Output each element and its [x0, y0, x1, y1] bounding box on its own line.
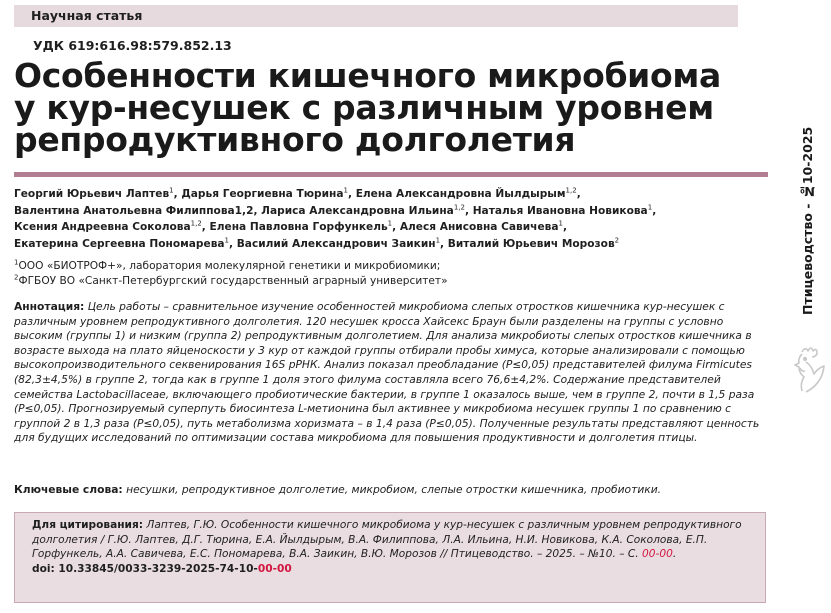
article-type-badge: Научная статья	[14, 5, 738, 27]
author-name: Елена Александровна Йылдырым	[355, 188, 566, 200]
affiliation-text: ООО «БИОТРОФ+», лаборатория молекулярной генетики и микробиомики;	[18, 260, 441, 272]
abstract-label: Аннотация:	[14, 300, 85, 313]
author-name: Валентина Анатольевна Филиппова1,2	[14, 204, 254, 217]
author-affil-ref: 1,2	[453, 202, 465, 211]
keywords	[14, 482, 764, 497]
title-divider	[14, 172, 768, 177]
authors-list	[14, 186, 759, 252]
author-separator: ,	[253, 204, 262, 217]
article-title-line: Особенности кишечного микробиома	[14, 56, 722, 95]
author-separator: ,	[229, 237, 237, 250]
author-name: Алеся Анисовна Савичева	[399, 221, 559, 233]
affiliation-text: ФГБОУ ВО «Санкт-Петербургский государственный аграрный университет»	[18, 275, 448, 287]
author-separator: ,	[562, 221, 567, 233]
citation-doi	[32, 562, 755, 577]
author-separator: ,	[392, 221, 400, 233]
author-affil-ref: 2	[614, 235, 620, 244]
author-separator: ,	[347, 188, 356, 200]
author-separator: ,	[652, 204, 657, 217]
affiliation	[14, 274, 759, 289]
author-affil-ref: 1	[224, 235, 230, 244]
article-title-line: репродуктивного долголетия	[14, 120, 576, 159]
author-affil-ref: 1,2	[190, 219, 202, 228]
article-title-line: у кур-несушек с различным уровнем	[14, 88, 714, 127]
abstract	[14, 300, 774, 446]
affiliation-ref: 2	[14, 273, 19, 282]
authors-line	[14, 219, 759, 236]
author-separator: ,	[173, 188, 182, 200]
citation-box	[14, 512, 766, 603]
affiliation	[14, 259, 759, 274]
doi-pages: 00-00	[257, 563, 292, 576]
rooster-logo-icon	[788, 342, 828, 398]
affiliation-ref: 1	[14, 258, 19, 267]
author-affil-ref: 1	[558, 219, 563, 228]
doi-prefix: doi: 10.33845/0033-3239-2025-74-10-	[32, 563, 258, 576]
journal-issue-label: Птицеводство - №10-2025	[800, 126, 815, 315]
author-affil-ref: 1,2	[565, 186, 577, 195]
author-name: Ксения Андреевна Соколова	[14, 221, 191, 233]
author-separator: ,	[464, 204, 473, 217]
authors-line	[14, 203, 759, 220]
citation-pages: 00-00	[642, 548, 673, 561]
citation-label: Для цитирования:	[32, 519, 144, 531]
author-affil-ref: 1	[387, 219, 393, 228]
citation-text: Лаптев, Г.Ю. Особенности кишечного микробиома у кур-несушек с различным уровнем репродуктивного долголетия / Г.Ю. Лаптев, Д.Г. Тюрина, Е.А. Йылдырым, В.А. Филиппова, Л.А. Ильина, Н.И. Новикова, К.А. Соколова, Е.П. Горфункель, А.А. Савичева, Е.С. Пономарева, В.А. Заикин, В.Ю. Морозов // Птицеводство. – 2025. – №10. – С.	[32, 519, 742, 561]
author-affil-ref: 1	[169, 186, 174, 195]
author-separator: ,	[576, 188, 581, 200]
author-separator: ,	[440, 237, 448, 250]
author-affil-ref: 1	[343, 186, 348, 195]
author-name: Наталья Ивановна Новикова	[472, 204, 648, 217]
authors-line	[14, 236, 759, 253]
author-name: Виталий Юрьевич Морозов	[447, 237, 615, 250]
author-affil-ref: 1	[435, 235, 441, 244]
authors-line	[14, 186, 759, 203]
author-name: Василий Александрович Заикин	[236, 237, 436, 250]
author-separator: ,	[201, 221, 210, 233]
author-name: Елена Павловна Горфункель	[209, 221, 388, 233]
udk-code: УДК 619:616.98:579.852.13	[33, 38, 232, 53]
author-name: Лариса Александровна Ильина	[261, 204, 454, 217]
author-name: Екатерина Сергеевна Пономарева	[14, 237, 225, 250]
article-title	[14, 56, 754, 159]
author-affil-ref: 1	[647, 202, 653, 211]
abstract-text: Цель работы – сравнительное изучение особенностей микробиома слепых отростков кишечника кур-несушек с различным уровнем репродуктивного долголетия. 120 несушек кросса Хайсекс Браун были разделены на группы с условно высоким (группы 1) и низким (группа 2) репродуктивным долголетием. Для анализа микробиоты слепых отростков кишечника в возрасте выхода на плато яйценоскости у 3 кур от каждой группы отбирали пробы химуса, которые анализировали с помощью высокопроизводительного секвенирования 16S рРНК. Анализ показал преобладание (P≤0,05) представителей филума Firmicutes (82,3±4,5%) в группе 2, тогда как в группе 1 доля этого филума составляла всего 76,6±4,2%. Содержание представителей семейства Lactobacillaceae, включающего пробиотические бактерии, в группе 1 оказалось выше, чем в группе 2, почти в 1,5 раза (P≤0,05). Прогнозируемый суперпуть биосинтеза L-метионина был активнее у микробиома несушек группы 1 по сравнению с группой 2 в 1,3 раза (P≤0,05), путь метаболизма хоризмата – в 1,4 раза (P≤0,05). Полученные результаты представляют ценность для будущих исследований по оптимизации состава микробиома для повышения продуктивности и долголетия птицы.	[14, 300, 760, 445]
keywords-text: несушки, репродуктивное долголетие, микробиом, слепые отростки кишечника, пробиотики.	[126, 483, 662, 496]
affiliations	[14, 259, 759, 289]
keywords-label: Ключевые слова:	[14, 483, 123, 496]
author-name: Георгий Юрьевич Лаптев	[14, 188, 170, 200]
author-name: Дарья Георгиевна Тюрина	[181, 188, 344, 200]
citation-end: .	[672, 548, 677, 561]
